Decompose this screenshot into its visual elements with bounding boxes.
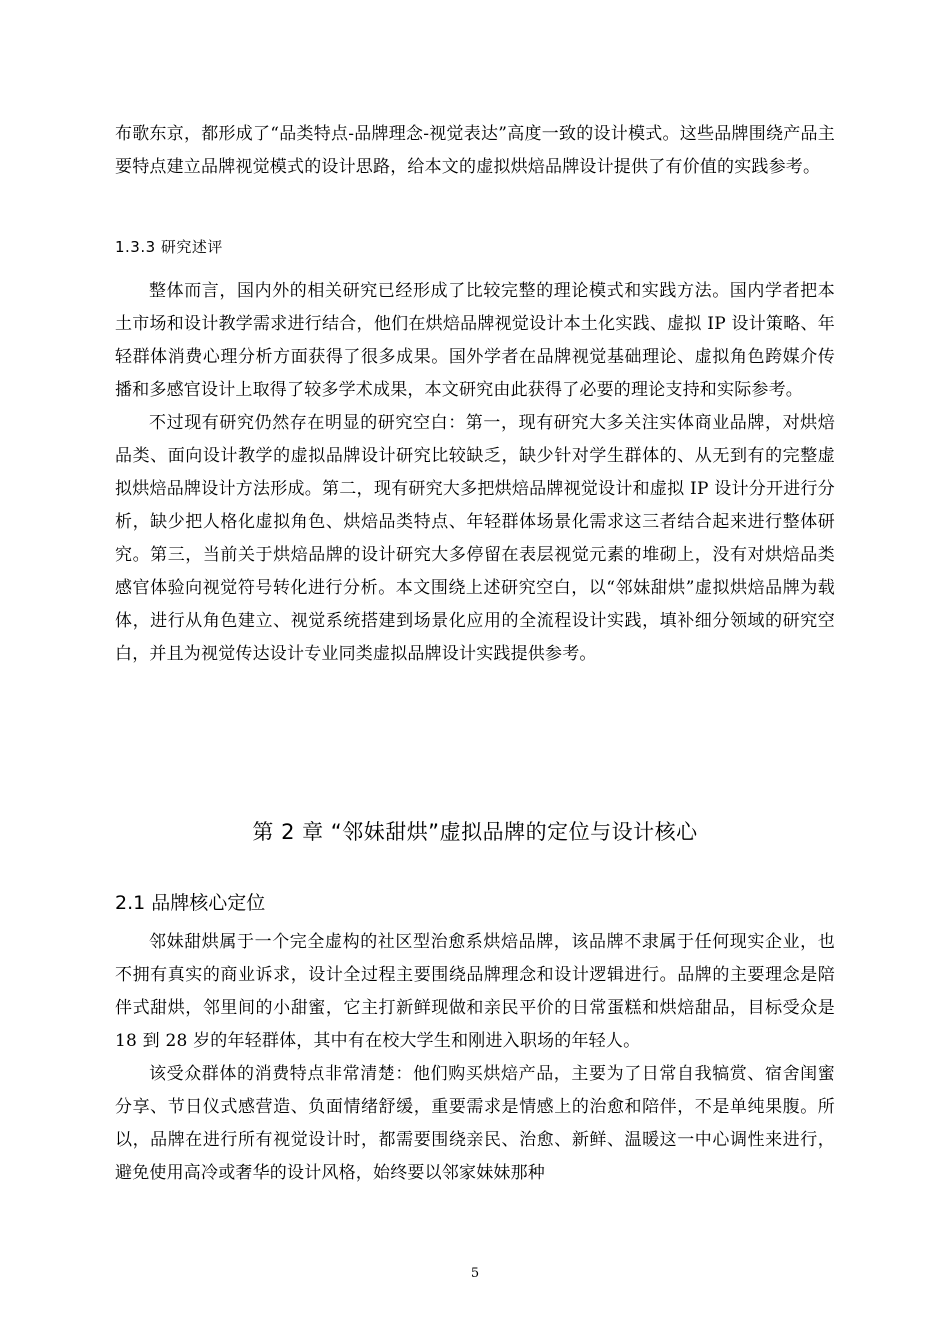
section-1-3-3-body bbox=[115, 275, 835, 671]
section-2-1-body bbox=[115, 926, 835, 1190]
section-heading-2-1: 2.1 品牌核心定位 bbox=[115, 892, 266, 914]
body-paragraph: 不过现有研究仍然存在明显的研究空白：第一，现有研究大多关注实体商业品牌，对烘焙品类、面向设计教学的虚拟品牌设计研究比较缺乏，缺少针对学生群体的、从无到有的完整虚拟烘焙品牌设计方法形成。第二，现有研究大多把烘焙品牌视觉设计和虚拟 IP 设计分开进行分析，缺少把人格化虚拟角色、烘焙品类特点、年轻群体场景化需求这三者结合起来进行整体研究。第三，当前关于烘焙品牌的设计研究大多停留在表层视觉元素的堆砌上，没有对烘焙品类感官体验向视觉符号转化进行分析。本文围绕上述研究空白，以“邻妹甜烘”虚拟烘焙品牌为载体，进行从角色建立、视觉系统搭建到场景化应用的全流程设计实践，填补细分领域的研究空白，并且为视觉传达设计专业同类虚拟品牌设计实践提供参考。 bbox=[115, 413, 835, 664]
body-paragraph: 整体而言，国内外的相关研究已经形成了比较完整的理论模式和实践方法。国内学者把本土市场和设计教学需求进行结合，他们在烘焙品牌视觉设计本土化实践、虚拟 IP 设计策略、年轻群体消费心理分析方面获得了很多成果。国外学者在品牌视觉基础理论、虚拟角色跨媒介传播和多感官设计上取得了较多学术成果，本文研究由此获得了必要的理论支持和实际参考。 bbox=[115, 281, 835, 400]
body-paragraph: 邻妹甜烘属于一个完全虚构的社区型治愈系烘焙品牌，该品牌不隶属于任何现实企业，也不拥有真实的商业诉求，设计全过程主要围绕品牌理念和设计逻辑进行。品牌的主要理念是陪伴式甜烘，邻里间的小甜蜜，它主打新鲜现做和亲民平价的日常蛋糕和烘焙甜品，目标受众是 18 到 28 岁的年轻群体，其中有在校大学生和刚进入职场的年轻人。 bbox=[115, 932, 835, 1051]
section-heading-1-3-3: 1.3.3 研究述评 bbox=[115, 238, 223, 256]
chapter-title: 第 2 章 “邻妹甜烘”虚拟品牌的定位与设计核心 bbox=[252, 820, 698, 844]
body-paragraph: 该受众群体的消费特点非常清楚：他们购买烘焙产品，主要为了日常自我犒赏、宿舍闺蜜分享、节日仪式感营造、负面情绪舒缓，重要需求是情感上的治愈和陪伴，不是单纯果腹。所以，品牌在进行所有视觉设计时，都需要围绕亲民、治愈、新鲜、温暖这一中心调性来进行，避免使用高冷或奢华的设计风格，始终要以邻家妹妹那种 bbox=[115, 1064, 835, 1183]
page-number: 5 bbox=[470, 1266, 480, 1281]
intro-block bbox=[115, 118, 835, 184]
intro-paragraph: 布歌东京，都形成了“品类特点-品牌理念-视觉表达”高度一致的设计模式。这些品牌围绕产品主要特点建立品牌视觉模式的设计思路，给本文的虚拟烘焙品牌设计提供了有价值的实践参考。 bbox=[115, 124, 835, 177]
